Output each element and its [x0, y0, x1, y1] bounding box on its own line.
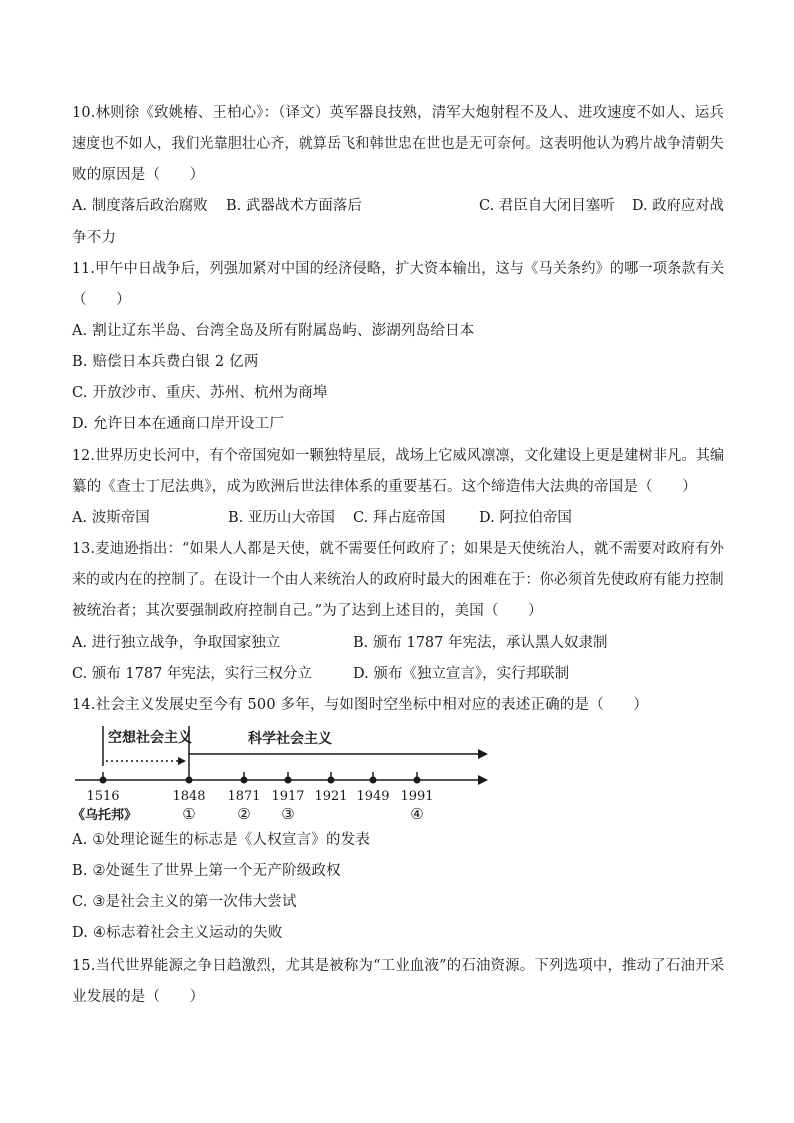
year-1917: 1917 — [271, 789, 305, 804]
dot-1949 — [370, 777, 377, 784]
label-scientific-socialism: 科学社会主义 — [248, 731, 332, 747]
q12-option-b: B. 亚历山大帝国 — [228, 510, 335, 526]
q14-option-a: A. ①处理论诞生的标志是《人权宣言》的发表 — [72, 832, 371, 848]
year-1921: 1921 — [314, 789, 348, 804]
q10-stem-line2: 速度也不如人，我们光靠胆壮心齐，就算岳飞和韩世忠在世也是无可奈何。这表明他认为鸦片战争清朝失 — [72, 136, 724, 152]
dot-1921 — [328, 777, 335, 784]
dot-1917 — [285, 777, 292, 784]
dot-1848 — [186, 777, 193, 784]
marker-2: ② — [237, 805, 251, 823]
q13-stem-line3: 被统治者；其次要强制政府控制自己。”为了达到上述目的，美国（ ） — [72, 603, 543, 619]
q11-option-a: A. 割让辽东半岛、台湾全岛及所有附属岛屿、澎湖列岛给日本 — [72, 323, 475, 339]
q14-stem-line1: 14.社会主义发展史至今有 500 多年，与如图时空坐标中相对应的表述正确的是（ ） — [72, 697, 649, 713]
marker-4: ④ — [410, 805, 424, 823]
q15-stem-line1: 15.当代世界能源之争日趋激烈，尤其是被称为“工业血液”的石油资源。下列选项中，推动了石油开采 — [72, 958, 725, 974]
q14-option-c: C. ③是社会主义的第一次伟大尝试 — [72, 894, 297, 910]
dot-1991 — [414, 777, 421, 784]
marker-3: ③ — [281, 805, 295, 823]
label-utopian-socialism: 空想社会主义 — [108, 730, 192, 746]
q11-option-d: D. 允许日本在通商口岸开设工厂 — [72, 416, 285, 432]
q10-option-b: B. 武器战术方面落后 — [226, 198, 362, 214]
q13-option-a: A. 进行独立战争，争取国家独立 — [72, 635, 281, 651]
label-utopia-book: 《乌托邦》 — [72, 808, 138, 823]
q10-option-a: A. 制度落后政治腐败 — [72, 198, 208, 214]
timeline-axis-arrowhead — [478, 775, 488, 785]
q12-stem-line1: 12.世界历史长河中，有个帝国宛如一颗独特星辰，战场上它威风凛凛，文化建设上更是建树非凡。其编 — [72, 448, 725, 464]
q15-stem-line2: 业发展的是（ ） — [72, 989, 205, 1005]
year-1516: 1516 — [86, 789, 120, 804]
year-1949: 1949 — [356, 789, 390, 804]
socialism-timeline-figure — [0, 718, 794, 830]
q12-option-c: C. 拜占庭帝国 — [353, 510, 446, 526]
dot-1516 — [100, 777, 107, 784]
q12-stem-line2: 纂的《查士丁尼法典》，成为欧洲后世法律体系的重要基石。这个缔造伟大法典的帝国是（ ） — [72, 479, 697, 495]
q11-stem-line2: （ ） — [72, 292, 131, 308]
q10-option-d-cont: 争不力 — [72, 230, 117, 246]
q11-option-b: B. 赔偿日本兵费白银 2 亿两 — [72, 354, 259, 370]
q12-option-d: D. 阿拉伯帝国 — [479, 510, 572, 526]
q13-stem-line1: 13.麦迪逊指出：“如果人人都是天使，就不需要任何政府了；如果是天使统治人，就不需要对政府有外 — [72, 541, 725, 557]
marker-1: ① — [182, 805, 196, 823]
q10-stem-line3: 败的原因是（ ） — [72, 167, 205, 183]
q13-option-b: B. 颁布 1787 年宪法，承认黑人奴隶制 — [353, 635, 608, 651]
q10-option-c: C. 君臣自大闭目塞听 — [479, 198, 615, 214]
q10-stem-line1: 10.林则徐《致姚椿、王柏心》：（译文）英军器良技熟，清军大炮射程不及人、进攻速度不如人、运兵 — [72, 105, 725, 121]
dot-1871 — [241, 777, 248, 784]
q11-stem-line1: 11.甲午中日战争后，列强加紧对中国的经济侵略，扩大资本输出，这与《马关条约》的哪一项条款有关 — [72, 261, 725, 277]
q13-option-c: C. 颁布 1787 年宪法，实行三权分立 — [72, 666, 312, 682]
year-1848: 1848 — [172, 789, 206, 804]
utopian-arrowhead — [178, 757, 186, 765]
scientific-arrowhead — [478, 749, 488, 759]
q12-option-a: A. 波斯帝国 — [72, 510, 150, 526]
q13-option-d: D. 颁布《独立宣言》，实行邦联制 — [353, 666, 570, 682]
q14-option-d: D. ④标志着社会主义运动的失败 — [72, 925, 283, 941]
q13-stem-line2: 来的或内在的控制了。在设计一个由人来统治人的政府时最大的困难在于：你必须首先使政府有能力控制 — [72, 572, 724, 588]
year-1871: 1871 — [227, 789, 261, 804]
q11-option-c: C. 开放沙市、重庆、苏州、杭州为商埠 — [72, 385, 328, 401]
q10-option-d: D. 政府应对战 — [632, 198, 724, 214]
q14-option-b: B. ②处诞生了世界上第一个无产阶级政权 — [72, 863, 341, 879]
year-1991: 1991 — [400, 789, 434, 804]
